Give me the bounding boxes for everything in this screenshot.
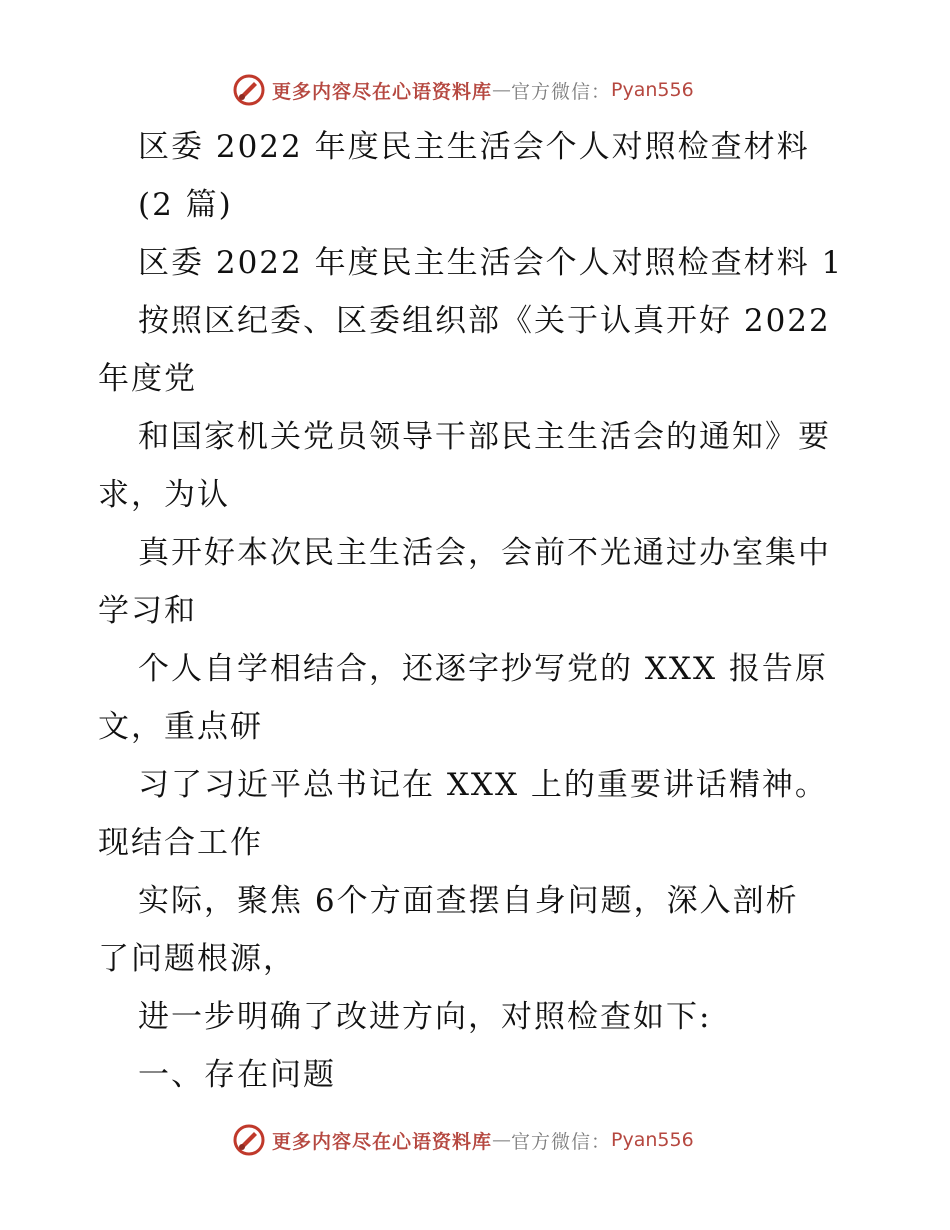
brand-logo-icon xyxy=(232,73,266,107)
header-watermark xyxy=(232,72,752,108)
doc-paragraph-line: 按照区纪委、区委组织部《关于认真开好 2022 xyxy=(138,303,831,339)
doc-paragraph-line: 习了习近平总书记在 XXX 上的重要讲话精神。 xyxy=(138,767,828,803)
doc-paragraph-line: 和国家机关党员领导干部民主生活会的通知》要 xyxy=(138,419,831,455)
watermark-separator: — xyxy=(492,79,512,101)
doc-subtitle: 区委 2022 年度民主生活会个人对照检查材料 1 xyxy=(138,245,844,281)
doc-paragraph-line: 个人自学相结合，还逐字抄写党的 XXX 报告原 xyxy=(138,651,828,687)
watermark-brand: 更多内容尽在心语资料库 xyxy=(272,80,493,103)
doc-paragraph-line: 年度党 xyxy=(98,361,197,397)
watermark-wechat-id: Pyan556 xyxy=(611,79,694,101)
watermark-wechat-id: Pyan556 xyxy=(611,1129,694,1151)
doc-paragraph-line: 现结合工作 xyxy=(98,825,263,861)
doc-paragraph-line: 实际，聚焦 6个方面查摆自身问题，深入剖析 xyxy=(138,883,799,919)
doc-title-line-2: (2 篇) xyxy=(138,187,233,223)
doc-paragraph-line: 真开好本次民主生活会，会前不光通过办室集中 xyxy=(138,535,831,571)
brand-logo-icon xyxy=(232,1123,266,1157)
doc-paragraph-line: 求，为认 xyxy=(98,477,230,513)
doc-paragraph-line: 文，重点研 xyxy=(98,709,263,745)
doc-paragraph-line: 进一步明确了改进方向，对照检查如下: xyxy=(138,999,712,1035)
doc-section-heading: 一、存在问题 xyxy=(138,1057,336,1093)
watermark-separator: — xyxy=(492,1129,512,1151)
watermark-wechat-label: 官方微信： xyxy=(511,1130,612,1153)
document-body xyxy=(98,118,868,1104)
watermark-brand: 更多内容尽在心语资料库 xyxy=(272,1130,493,1153)
doc-paragraph-line: 学习和 xyxy=(98,593,197,629)
doc-paragraph-line: 了问题根源， xyxy=(98,941,296,977)
watermark-wechat-label: 官方微信： xyxy=(511,80,612,103)
doc-title-line-1: 区委 2022 年度民主生活会个人对照检查材料 xyxy=(138,129,810,165)
footer-watermark xyxy=(232,1122,752,1158)
